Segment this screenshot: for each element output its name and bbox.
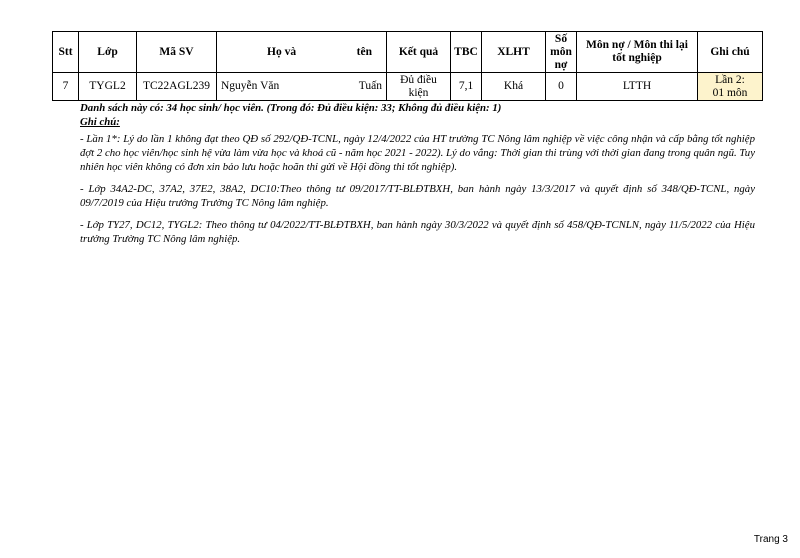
cell-ghi-chu-line2: 01 môn [712, 86, 748, 99]
header-mon-no-line1: Môn nợ / Môn thi lại [586, 39, 688, 51]
header-lop: Lớp [79, 32, 137, 73]
table-header-row [53, 32, 763, 73]
header-so-mon-no-line2: môn [550, 45, 572, 58]
header-mon-no-line2: tốt nghiệp [612, 52, 662, 64]
cell-ghi-chu-line1: Lần 2: [715, 73, 745, 86]
cell-stt: 7 [53, 73, 79, 101]
note-paragraph: - Lần 1*: Lý do lần 1 không đạt theo QĐ số 292/QĐ-TCNL, ngày 12/4/2022 của HT trường TC Nông lâm nghiệp về việc công nhận và cấp bằng tốt nghiệp đợt 2 cho học viên/học sinh hệ vừa làm vừa học và khoá cũ - năm học 2021 - 2022). Lý do vắng: Thời gian thi trùng với thời gian đang trong quân ngũ. Tuy nhiên học viên không có đơn xin bảo lưu hoặc hoãn thi gửi về Hội đồng thi tốt nghiệp). [80, 133, 755, 173]
header-mon-no [577, 32, 698, 73]
cell-ho-va: Nguyễn Văn [221, 80, 280, 92]
header-so-mon-no [546, 32, 577, 73]
page-number: Trang 3 [753, 534, 788, 545]
cell-so-mon-no: 0 [546, 73, 577, 101]
header-ho-va: Họ và [267, 45, 297, 58]
note-paragraph: - Lớp 34A2-DC, 37A2, 37E2, 38A2, DC10:Theo thông tư 09/2017/TT-BLĐTBXH, ban hành ngày 13/3/2017 và quyết định số 348/QĐ-TCNL, ngày 09/7/2019 của Hiệu trưởng Trường TC Nông lâm nghiệp. [80, 183, 755, 209]
notes-section [80, 101, 755, 254]
header-xlht: XLHT [482, 32, 546, 73]
header-ho-ten [217, 32, 387, 73]
cell-ghi-chu [698, 73, 763, 101]
header-stt: Stt [53, 32, 79, 73]
header-so-mon-no-line3: nợ [554, 58, 568, 71]
cell-ma-sv: TC22AGL239 [137, 73, 217, 101]
cell-xlht: Khá [482, 73, 546, 101]
header-ket-qua: Kết quả [387, 32, 451, 73]
cell-ho-ten [217, 73, 387, 101]
cell-lop: TYGL2 [79, 73, 137, 101]
summary-text: Danh sách này có: 34 học sinh/ học viên. (Trong đó: Đủ điều kiện: 33; Không đủ điều kiện: 1) [80, 102, 502, 114]
header-ghi-chu: Ghi chú [698, 32, 763, 73]
header-tbc: TBC [451, 32, 482, 73]
header-ma-sv: Mã SV [137, 32, 217, 73]
notes-heading: Ghi chú: [80, 116, 120, 128]
note-paragraph: - Lớp TY27, DC12, TYGL2: Theo thông tư 04/2022/TT-BLĐTBXH, ban hành ngày 30/3/2022 và quyết định số 458/QĐ-TCNLN, ngày 11/5/2022 của Hiệu trưởng Trường TC Nông lâm nghiệp. [80, 219, 755, 245]
cell-ket-qua: Đủ điều kiện [387, 73, 451, 101]
cell-mon-no: LTTH [577, 73, 698, 101]
cell-tbc: 7,1 [451, 73, 482, 101]
header-so-mon-no-line1: Số [554, 32, 568, 45]
header-ten: tên [356, 45, 372, 58]
results-table [52, 31, 763, 101]
cell-ten: Tuấn [358, 80, 382, 92]
table-row [53, 73, 763, 101]
